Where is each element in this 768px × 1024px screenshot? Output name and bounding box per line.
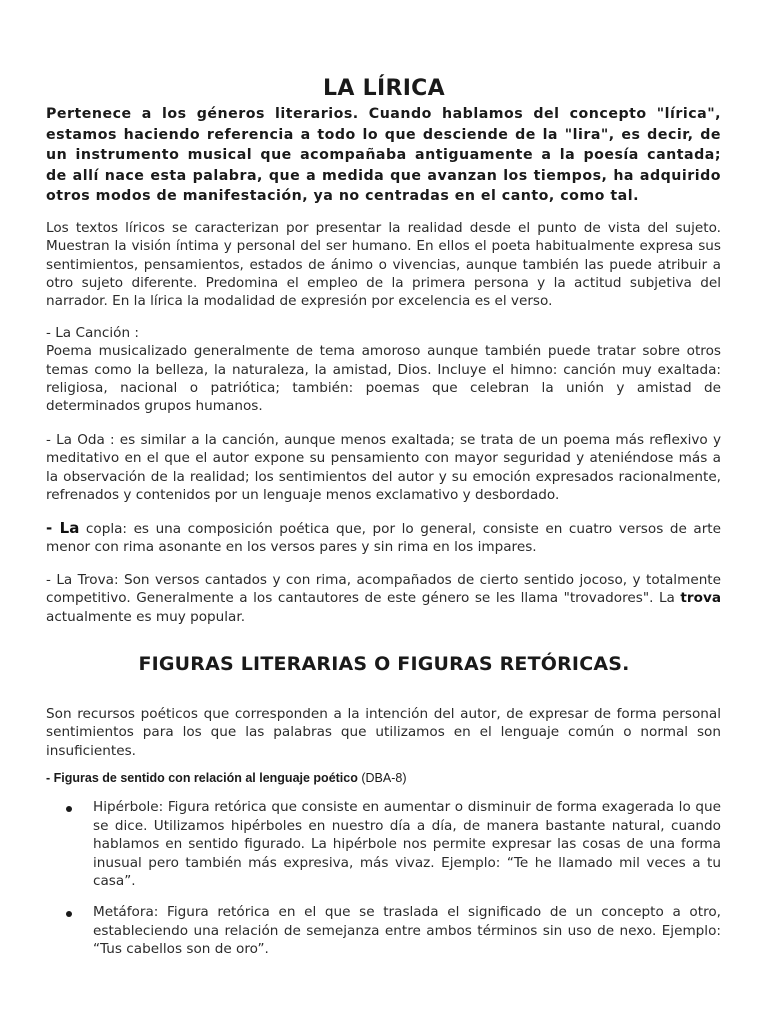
copla-text: copla: es una composición poética que, por lo general, consiste en cuatro versos de arte menor con rima asonante en los versos pares y sin rima en los impares.: [46, 521, 721, 556]
list-item-metafora: Metáfora: Figura retórica en el que se traslada el significado de un concepto a otro, estableciendo una relación de semejanza entre ambos términos sin uso de nexo. Ejemplo: “Tus cabellos son de oro”.: [93, 904, 721, 958]
list-item-hiperbole: Hipérbole: Figura retórica que consiste en aumentar o disminuir de forma exagerada lo que se dice. Utilizamos hipérboles en nuestro día a día, de manera bastante natural, cuando hablamos en sentido figurado. La hipérbole nos permite expresar las cosas de una forma inusual pero también más expresiva, más vivaz. Ejemplo: “Te he llamado mil veces a tu casa”.: [93, 799, 721, 890]
cancion-text: Poema musicalizado generalmente de tema amoroso aunque también puede tratar sobre otros temas como la belleza, la naturaleza, la amistad, Dios. Incluye el himno: canción muy exaltada: religiosa, nacional o patriótica; también: poemas que celebran la unión y amistad de determinados grupos humanos.: [46, 343, 721, 415]
figuras-subheading: [46, 771, 407, 785]
cancion-heading: - La Canción :: [46, 325, 139, 341]
lirica-title: LA LÍRICA: [323, 76, 445, 101]
trova-bold: trova: [680, 590, 721, 607]
oda-paragraph: - La Oda : es similar a la canción, aunque menos exaltada; se trata de un poema más reflexivo y meditativo en el que el autor expone su pensamiento con mayor seguridad y ateniéndose más a la observación de la realidad; los sentimientos del autor y su emoción expresados racionalmente, refrenados y contenidos por un lenguaje menos exclamativo y desbordado.: [46, 432, 721, 503]
trova-paragraph: [46, 571, 721, 626]
subheading-tag: (DBA-8): [357, 771, 407, 785]
cancion-section: [46, 324, 721, 415]
trova-text-2: actualmente es muy popular.: [46, 608, 246, 625]
figuras-title: FIGURAS LITERARIAS O FIGURAS RETÓRICAS.: [138, 653, 630, 675]
bullet-icon: [66, 911, 72, 917]
figuras-intro: Son recursos poéticos que corresponden a la intención del autor, de expresar de forma personal sentimientos para los que las palabras que utilizamos en el lenguaje común o normal son insuficientes.: [46, 706, 721, 759]
lirica-intro: Pertenece a los géneros literarios. Cuando hablamos del concepto "lírica", estamos haciendo referencia a todo lo que desciende de la "lira", es decir, de un instrumento musical que acompañaba antiguamente a la poesía cantada; de allí nace esta palabra, que a medida que avanzan los tiempos, ha adquirido otros modos de manifestación, ya no centradas en el canto, como tal.: [46, 106, 721, 204]
subheading-bold: - Figuras de sentido con relación al lenguaje poético: [46, 771, 358, 785]
lirica-description: Los textos líricos se caracterizan por presentar la realidad desde el punto de vista del sujeto. Muestran la visión íntima y personal del ser humano. En ellos el poeta habitualmente expresa sus sentimientos, pensamientos, estados de ánimo o vivencias, aunque también las puede atribuir a otro sujeto diferente. Predomina el empleo de la primera persona y la actitud subjetiva del narrador. En la lírica la modalidad de expresión por excelencia es el verso.: [46, 220, 721, 310]
trova-text-1: - La Trova: Son versos cantados y con rima, acompañados de cierto sentido jocoso, y totalmente competitivo. Generalmente a los cantautores de este género se les llama "trovadores". La: [46, 572, 721, 607]
copla-prefix: - La: [46, 519, 80, 537]
bullet-icon: [66, 806, 72, 812]
copla-paragraph: [46, 519, 721, 557]
